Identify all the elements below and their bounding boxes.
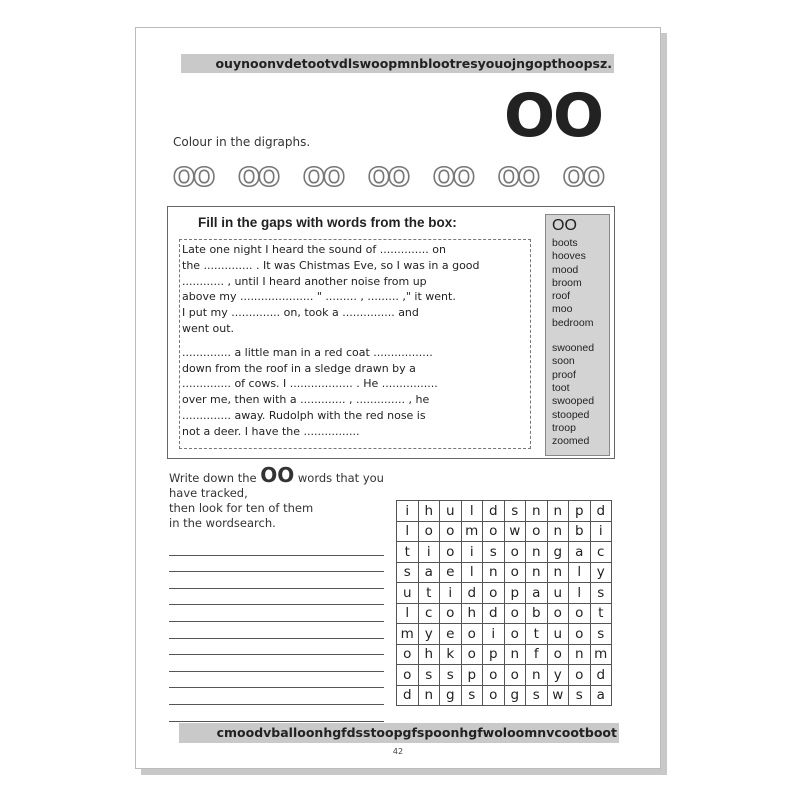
wordsearch-cell[interactable]: g (440, 685, 462, 706)
wordsearch-cell[interactable]: u (547, 624, 569, 645)
word-box-word: swooned (552, 342, 595, 355)
writing-line[interactable] (169, 639, 384, 656)
word-box-word: broom (552, 276, 582, 289)
wordsearch-cell[interactable]: n (526, 542, 548, 563)
wordsearch-cell[interactable]: u (440, 501, 462, 522)
writing-line[interactable] (169, 688, 384, 705)
wordsearch-cell[interactable]: t (418, 583, 440, 604)
writing-line[interactable] (169, 605, 384, 622)
wordsearch-cell[interactable]: o (526, 521, 548, 542)
word-box-word: troop (552, 421, 576, 434)
wordsearch-cell[interactable]: d (461, 583, 483, 604)
wordsearch-cell[interactable]: o (483, 521, 505, 542)
writing-line[interactable] (169, 655, 384, 672)
wordsearch-cell[interactable]: i (397, 501, 419, 522)
wordsearch-row (397, 562, 612, 583)
word-box-word: stooped (552, 408, 590, 421)
wordsearch-cell[interactable]: c (418, 603, 440, 624)
writing-line[interactable] (169, 672, 384, 689)
passage-line: not a deer. I have the ................ (182, 424, 360, 438)
digraph-heading: OO (503, 81, 602, 151)
wordsearch-cell[interactable]: p (504, 583, 526, 604)
wordsearch-cell[interactable]: f (526, 644, 548, 665)
wordsearch-cell[interactable]: n (418, 685, 440, 706)
inline-digraph: OO (260, 463, 295, 487)
word-box-word: swooped (552, 395, 595, 408)
passage-line: over me, then with a ............. , .............. , he (182, 393, 430, 407)
outline-digraph-row (173, 165, 603, 191)
wordsearch-cell[interactable]: h (418, 501, 440, 522)
wordsearch-cell[interactable]: l (569, 562, 591, 583)
wordsearch-cell[interactable]: a (590, 685, 612, 706)
word-box-separator (552, 330, 603, 342)
write-instruction-text: Write down the (169, 471, 261, 485)
word-box-word: bedroom (552, 316, 594, 329)
wordsearch-cell[interactable]: u (547, 583, 569, 604)
write-instruction (169, 463, 399, 531)
wordsearch-cell[interactable]: u (397, 583, 419, 604)
wordsearch-cell[interactable]: m (590, 644, 612, 665)
wordsearch-cell[interactable]: d (483, 603, 505, 624)
wordsearch-cell[interactable]: t (590, 603, 612, 624)
wordsearch-cell[interactable]: i (440, 583, 462, 604)
passage-line: I put my .............. on, took a ............... and (182, 306, 419, 320)
page-number: 42 (392, 747, 404, 756)
wordsearch-cell[interactable]: o (397, 644, 419, 665)
wordsearch-cell[interactable]: s (461, 685, 483, 706)
wordsearch-cell[interactable]: o (440, 521, 462, 542)
wordsearch-cell[interactable]: e (440, 562, 462, 583)
word-box-word: proof (552, 368, 576, 381)
passage-line: above my ..................... " ......... , ......... ," it went. (182, 290, 456, 304)
wordsearch-cell[interactable]: d (590, 501, 612, 522)
wordsearch-cell[interactable]: k (440, 644, 462, 665)
wordsearch-cell[interactable]: l (397, 603, 419, 624)
wordsearch-row (397, 644, 612, 665)
word-box-word: zoomed (552, 435, 590, 448)
wordsearch-cell[interactable]: a (569, 542, 591, 563)
word-box-title: OO (552, 217, 577, 234)
wordsearch-cell[interactable]: w (547, 685, 569, 706)
wordsearch-cell[interactable]: l (397, 521, 419, 542)
wordsearch-cell[interactable]: n (483, 562, 505, 583)
wordsearch-cell[interactable]: n (569, 644, 591, 665)
wordsearch-cell[interactable]: l (461, 501, 483, 522)
wordsearch-cell[interactable]: h (418, 644, 440, 665)
colour-instruction: Colour in the digraphs. (173, 135, 311, 149)
passage-line: .............. away. Rudolph with the red nose is (182, 408, 426, 422)
wordsearch-row (397, 542, 612, 563)
passage-line: Late one night I heard the sound of .............. on (182, 243, 446, 256)
wordsearch-cell[interactable]: s (504, 501, 526, 522)
wordsearch-row (397, 501, 612, 522)
write-instruction-line3: in the wordsearch. (169, 516, 276, 530)
wordsearch-cell[interactable]: n (504, 644, 526, 665)
wordsearch-cell[interactable]: i (461, 542, 483, 563)
wordsearch-cell[interactable]: o (504, 624, 526, 645)
passage-line: the .............. . It was Chistmas Eve, so I was in a good (182, 258, 480, 272)
story-passage (179, 239, 531, 449)
wordsearch-cell[interactable]: s (440, 665, 462, 686)
write-instruction-line2: then look for ten of them (169, 501, 314, 515)
wordsearch-cell[interactable]: e (440, 624, 462, 645)
wordsearch-cell[interactable]: o (504, 562, 526, 583)
wordsearch-row (397, 665, 612, 686)
gap-fill-section (167, 206, 615, 459)
outline-digraph[interactable]: OO (562, 163, 603, 193)
writing-line[interactable] (169, 622, 384, 639)
wordsearch-cell[interactable]: s (590, 583, 612, 604)
gap-fill-title: Fill in the gaps with words from the box: (198, 215, 457, 230)
writing-line[interactable] (169, 589, 384, 606)
wordsearch-cell[interactable]: i (590, 521, 612, 542)
wordsearch-cell[interactable]: n (526, 665, 548, 686)
outline-digraph[interactable]: OO (497, 163, 538, 193)
wordsearch-cell[interactable]: d (483, 501, 505, 522)
outline-digraph[interactable]: OO (302, 163, 344, 193)
wordsearch-cell[interactable]: n (547, 521, 569, 542)
wordsearch-cell[interactable]: o (483, 583, 505, 604)
word-box-word: toot (552, 381, 570, 394)
word-box-word: mood (552, 263, 579, 276)
wordsearch-cell[interactable]: s (418, 665, 440, 686)
write-instruction-text-2: words that you have tracked, (169, 471, 384, 500)
wordsearch-cell[interactable]: t (397, 542, 419, 563)
wordsearch-row (397, 624, 612, 645)
wordsearch-cell[interactable]: o (483, 665, 505, 686)
wordsearch-cell[interactable]: d (397, 685, 419, 706)
wordsearch-row (397, 685, 612, 706)
wordsearch-cell[interactable]: a (418, 562, 440, 583)
wordsearch-cell[interactable]: y (418, 624, 440, 645)
word-box-word: boots (552, 237, 578, 249)
word-box (545, 214, 610, 456)
word-box-word: moo (552, 303, 573, 316)
wordsearch-cell[interactable]: a (526, 583, 548, 604)
wordsearch-cell[interactable]: o (547, 603, 569, 624)
wordsearch-cell[interactable]: o (418, 521, 440, 542)
outline-digraph[interactable]: OO (173, 163, 214, 193)
writing-line[interactable] (169, 539, 384, 556)
wordsearch-cell[interactable]: m (397, 624, 419, 645)
wordsearch-cell[interactable]: s (590, 624, 612, 645)
wordsearch-cell[interactable]: s (526, 685, 548, 706)
wordsearch-cell[interactable]: p (461, 665, 483, 686)
wordsearch-row (397, 583, 612, 604)
wordsearch-cell[interactable]: m (461, 521, 483, 542)
writing-line[interactable] (169, 556, 384, 573)
outline-digraph[interactable]: OO (432, 163, 474, 193)
wordsearch-cell[interactable]: y (547, 665, 569, 686)
wordsearch-cell[interactable]: o (440, 603, 462, 624)
wordsearch-cell[interactable]: d (590, 665, 612, 686)
outline-digraph[interactable]: OO (237, 163, 279, 193)
wordsearch-cell[interactable]: s (397, 562, 419, 583)
wordsearch-cell[interactable]: o (397, 665, 419, 686)
wordsearch-cell[interactable]: o (569, 624, 591, 645)
wordsearch-grid (396, 500, 612, 706)
wordsearch-cell[interactable]: p (569, 501, 591, 522)
wordsearch-cell[interactable]: c (590, 542, 612, 563)
paragraph-break (182, 337, 528, 345)
wordsearch-cell[interactable]: y (590, 562, 612, 583)
wordsearch-cell[interactable]: w (504, 521, 526, 542)
passage-line: .............. of cows. I .................. . He ................ (182, 377, 438, 391)
writing-line[interactable] (169, 705, 384, 722)
wordsearch-cell[interactable]: n (526, 501, 548, 522)
wordsearch-cell[interactable]: g (504, 685, 526, 706)
wordsearch-cell[interactable]: l (461, 562, 483, 583)
wordsearch-cell[interactable]: l (569, 583, 591, 604)
wordsearch-row (397, 603, 612, 624)
word-box-word: roof (552, 290, 571, 303)
passage-line: .............. a little man in a red coat ................. (182, 345, 433, 359)
passage-line: ............ , until I heard another noise from up (182, 274, 427, 288)
wordsearch-cell[interactable]: o (504, 665, 526, 686)
wordsearch-cell[interactable]: n (547, 501, 569, 522)
wordsearch-cell[interactable]: g (547, 542, 569, 563)
wordsearch-cell[interactable]: s (569, 685, 591, 706)
wordsearch-cell[interactable]: h (461, 603, 483, 624)
wordsearch-cell[interactable]: t (526, 624, 548, 645)
worksheet-page (135, 27, 661, 769)
outline-digraph[interactable]: OO (367, 163, 409, 193)
wordsearch-cell[interactable]: b (569, 521, 591, 542)
wordsearch-cell[interactable]: o (461, 644, 483, 665)
wordsearch-cell[interactable]: i (418, 542, 440, 563)
wordsearch-cell[interactable]: o (461, 624, 483, 645)
tracking-letters-bottom: cmoodvballoonhgfdsstoopgfspoonhgfwoloomnvcootboot (179, 723, 619, 743)
passage-line: went out. (182, 321, 235, 335)
wordsearch-cell[interactable]: p (483, 644, 505, 665)
wordsearch-cell[interactable]: o (504, 542, 526, 563)
word-box-word: hooves (552, 250, 586, 263)
wordsearch-cell[interactable]: n (547, 562, 569, 583)
wordsearch-cell[interactable]: o (483, 685, 505, 706)
writing-line[interactable] (169, 572, 384, 589)
tracking-letters-top: ouynoonvdetootvdlswoopmnblootresyouojngopthoopsz. (181, 54, 614, 73)
wordsearch-cell[interactable]: o (440, 542, 462, 563)
wordsearch-row (397, 521, 612, 542)
wordsearch-cell[interactable]: o (504, 603, 526, 624)
passage-line: down from the roof in a sledge drawn by a (182, 361, 416, 375)
wordsearch-cell[interactable]: n (526, 562, 548, 583)
wordsearch-cell[interactable]: o (569, 603, 591, 624)
wordsearch-cell[interactable]: b (526, 603, 548, 624)
writing-lines (169, 539, 384, 722)
word-box-word: soon (552, 355, 575, 368)
wordsearch-cell[interactable]: s (483, 542, 505, 563)
wordsearch-cell[interactable]: o (569, 665, 591, 686)
wordsearch-cell[interactable]: i (483, 624, 505, 645)
wordsearch-cell[interactable]: o (547, 644, 569, 665)
